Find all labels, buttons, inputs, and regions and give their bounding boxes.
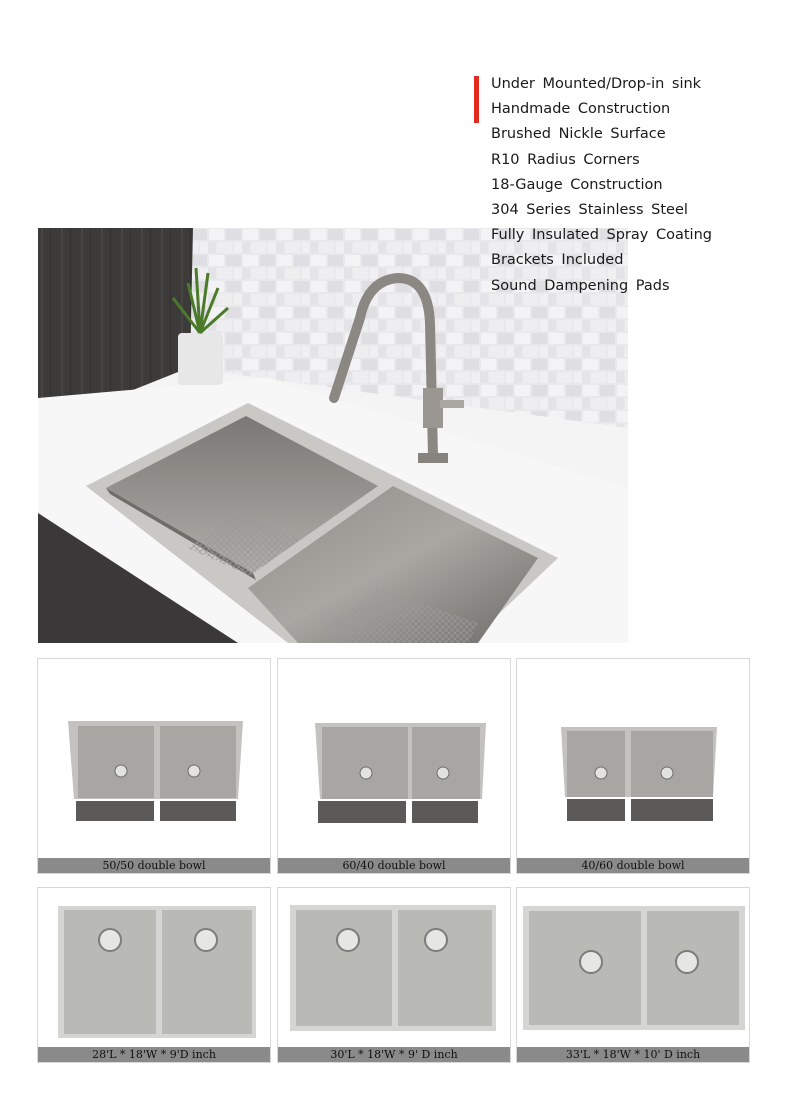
feature-list <box>491 72 712 299</box>
thumb-40-60-double-bowl <box>516 658 750 874</box>
sink-30-inch-image <box>278 888 510 1048</box>
feature-item: Under Mounted/Drop-in sink <box>491 76 702 92</box>
sink-40-60-image <box>517 659 749 858</box>
feature-item: Handmade Construction <box>491 101 671 118</box>
thumb-caption: 28'L * 18'W * 9'D inch <box>38 1047 270 1062</box>
thumb-33-inch <box>516 887 750 1063</box>
accent-bar <box>474 76 479 123</box>
feature-item: Brackets Included <box>491 252 624 269</box>
feature-item: 304 Series Stainless Steel <box>491 201 688 218</box>
feature-item: Sound Dampening Pads <box>491 277 670 294</box>
feature-item: 18-Gauge Construction <box>491 176 663 193</box>
feature-item: Brushed Nickle Surface <box>491 126 666 143</box>
feature-item: R10 Radius Corners <box>491 151 640 168</box>
sink-28-inch-image <box>38 888 270 1048</box>
sink-50-50-image <box>38 659 270 858</box>
thumb-caption: 40/60 double bowl <box>517 858 749 873</box>
thumb-caption: 50/50 double bowl <box>38 858 270 873</box>
thumb-50-50-double-bowl <box>37 658 271 874</box>
sink-60-40-image <box>278 659 510 858</box>
thumb-60-40-double-bowl <box>277 658 511 874</box>
thumb-caption: 60/40 double bowl <box>278 858 510 873</box>
thumb-caption: 33'L * 18'W * 10' D inch <box>517 1047 749 1062</box>
thumb-30-inch <box>277 887 511 1063</box>
thumb-28-inch <box>37 887 271 1063</box>
feature-item: Fully Insulated Spray Coating <box>491 227 712 244</box>
sink-33-inch-image <box>517 888 749 1048</box>
thumb-caption: 30'L * 18'W * 9' D inch <box>278 1047 510 1062</box>
